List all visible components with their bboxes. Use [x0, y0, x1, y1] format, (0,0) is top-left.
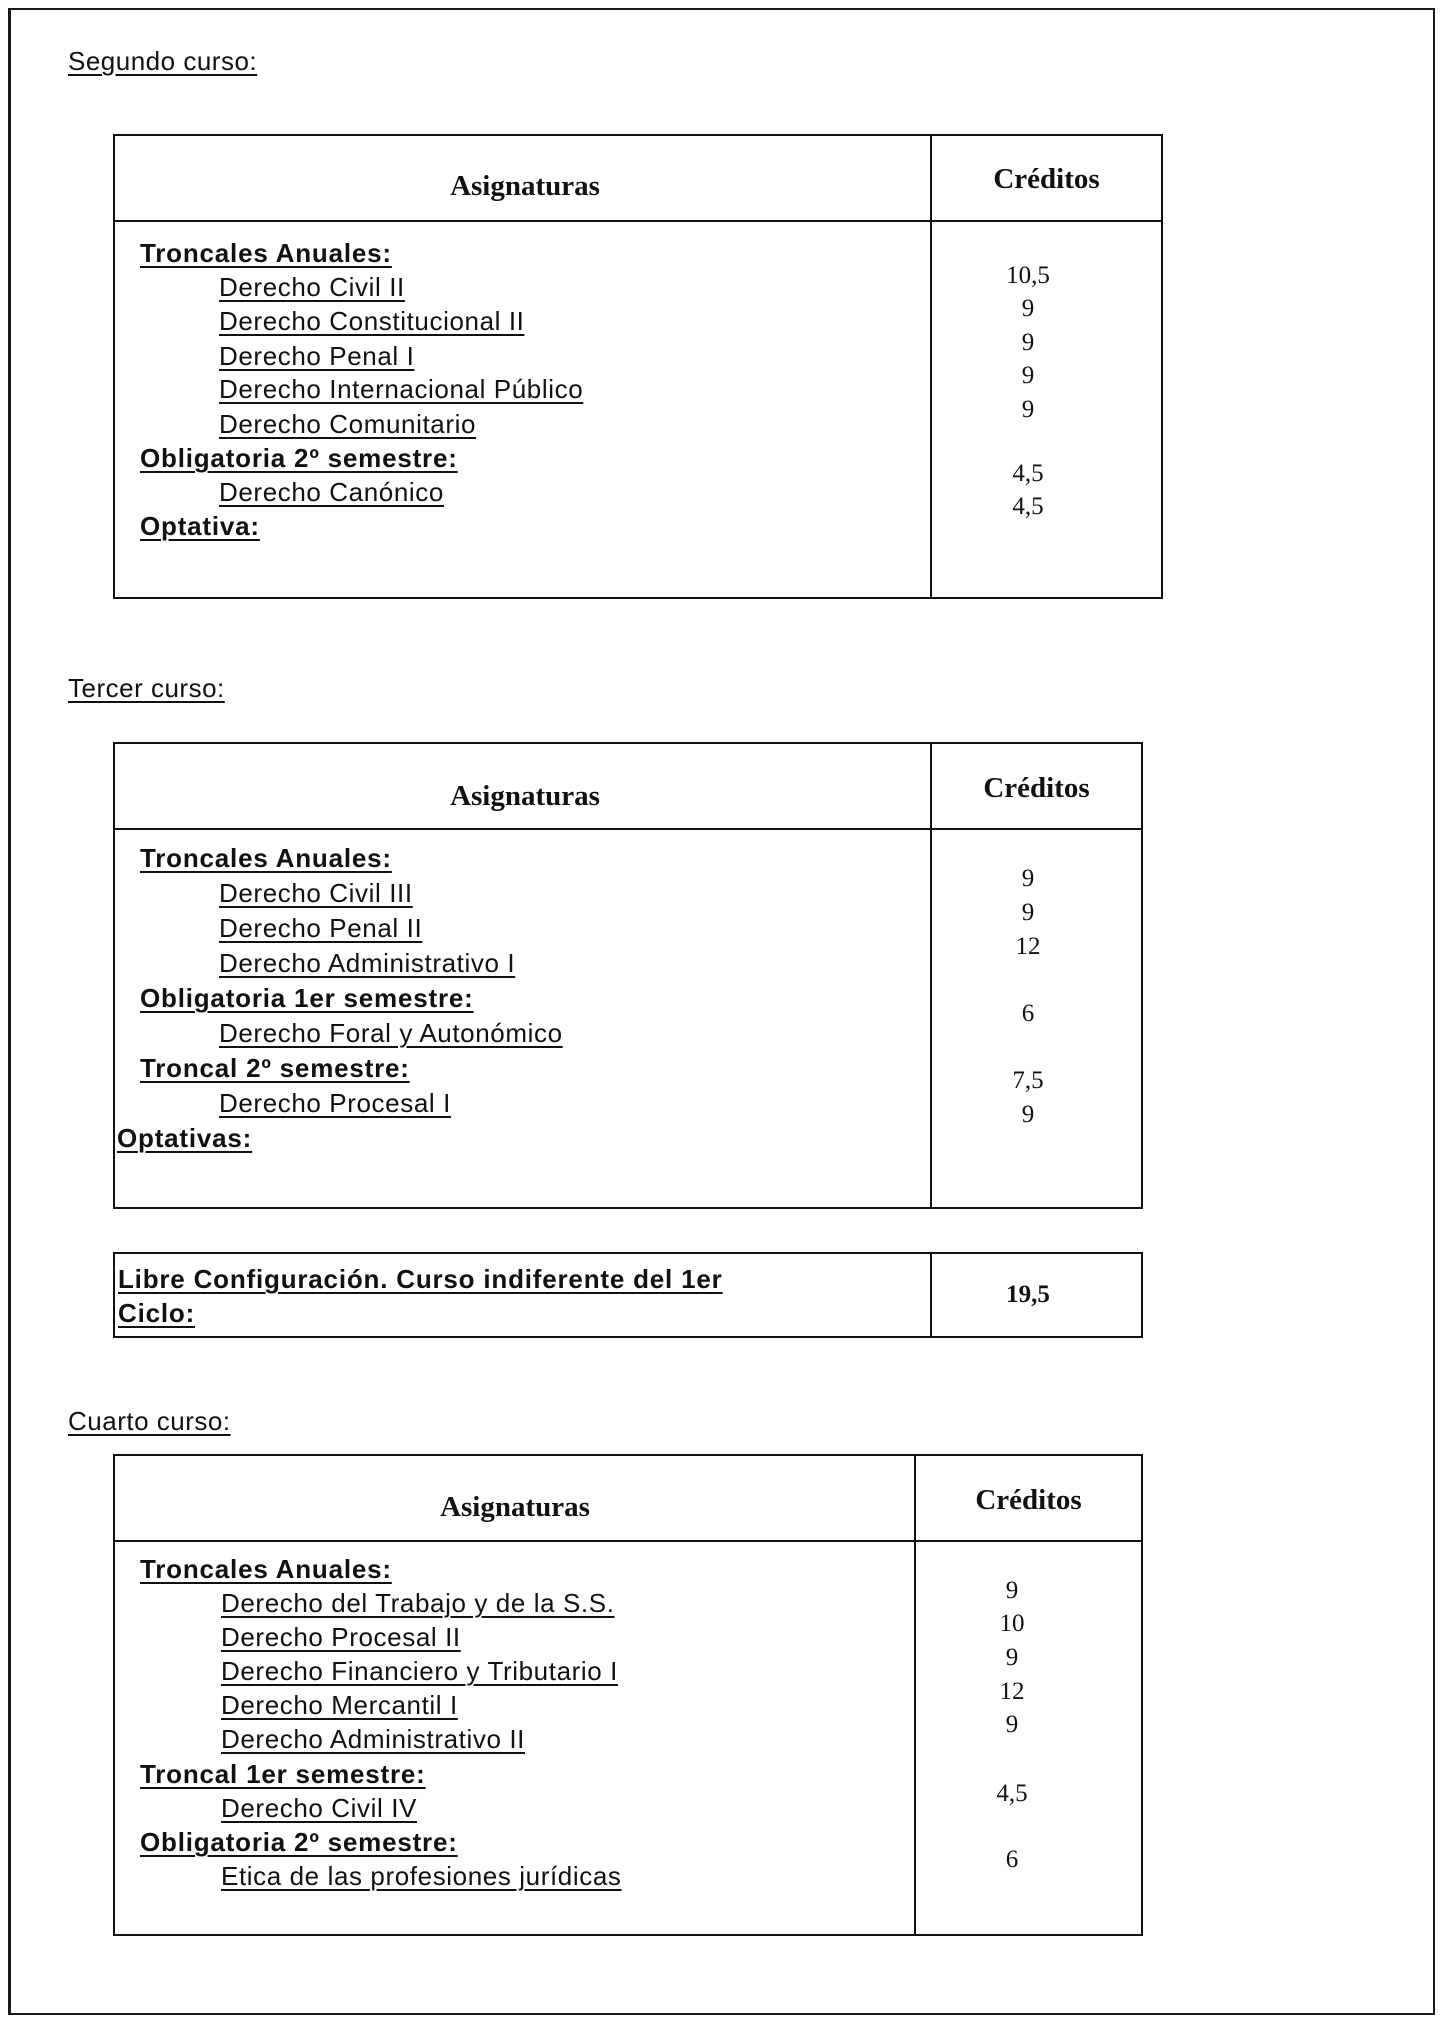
- subject-name: Derecho Foral y Autonómico: [219, 1018, 563, 1048]
- credit-value: 4,5: [1012, 460, 1044, 487]
- credit-value: 4,5: [996, 1780, 1028, 1807]
- credit-value: 7,5: [1012, 1067, 1044, 1094]
- credit-value: 9: [1005, 1711, 1019, 1738]
- credit-value: 12: [1015, 933, 1041, 960]
- subject-name: Derecho Financiero y Tributario I: [221, 1656, 618, 1686]
- subject-name: Derecho Administrativo II: [221, 1724, 526, 1754]
- subject-name: Derecho Civil IV: [221, 1793, 417, 1823]
- column-divider: [930, 1254, 932, 1336]
- category-label: Troncales Anuales:: [140, 1554, 392, 1584]
- credit-value: 4,5: [1012, 493, 1044, 520]
- section-heading-cuarto: Cuarto curso:: [68, 1406, 231, 1436]
- category-label: Optativa:: [140, 511, 260, 541]
- credit-value: 10: [999, 1610, 1025, 1637]
- column-divider: [930, 744, 932, 1207]
- column-divider: [930, 136, 932, 597]
- subject-name: Derecho Procesal II: [221, 1622, 461, 1652]
- credit-value: 10,5: [1006, 262, 1050, 289]
- column-header-creditos: Créditos: [993, 163, 1100, 195]
- credit-value: 9: [1005, 1577, 1019, 1604]
- column-header-creditos: Créditos: [983, 772, 1090, 804]
- column-header-creditos: Créditos: [975, 1484, 1082, 1516]
- category-label: Obligatoria 2º semestre:: [140, 1827, 458, 1857]
- libre-configuracion-label-line2: Ciclo:: [118, 1298, 196, 1328]
- category-label: Troncal 1er semestre:: [140, 1759, 426, 1789]
- column-header-asignaturas: Asignaturas: [450, 170, 600, 202]
- subject-name: Derecho Administrativo I: [219, 948, 516, 978]
- subject-name: Derecho Comunitario: [219, 409, 477, 439]
- credit-value: 6: [1005, 1846, 1019, 1873]
- category-label: Troncales Anuales:: [140, 238, 392, 268]
- credit-value: 6: [1021, 1000, 1035, 1027]
- column-header-asignaturas: Asignaturas: [450, 780, 600, 812]
- subject-name: Derecho Civil III: [219, 878, 413, 908]
- table-libre-configuracion: [113, 1252, 1143, 1338]
- header-divider: [115, 220, 1161, 222]
- header-divider: [115, 828, 1141, 830]
- subject-name: Derecho Procesal I: [219, 1088, 451, 1118]
- libre-configuracion-credits: 19,5: [1006, 1281, 1050, 1308]
- subject-name: Etica de las profesiones jurídicas: [221, 1861, 622, 1891]
- libre-configuracion-label-line1: Libre Configuración. Curso indiferente del 1er: [118, 1264, 723, 1294]
- credit-value: 9: [1021, 295, 1035, 322]
- credit-value: 12: [999, 1678, 1025, 1705]
- column-header-asignaturas: Asignaturas: [440, 1491, 590, 1523]
- subject-name: Derecho Penal II: [219, 913, 423, 943]
- subject-name: Derecho Mercantil I: [221, 1690, 458, 1720]
- subject-name: Derecho Internacional Público: [219, 374, 584, 404]
- subject-name: Derecho Penal I: [219, 341, 415, 371]
- credit-value: 9: [1021, 899, 1035, 926]
- category-label: Obligatoria 2º semestre:: [140, 443, 458, 473]
- section-heading-tercero: Tercer curso:: [68, 673, 225, 703]
- credit-value: 9: [1021, 1101, 1035, 1128]
- table-tercero: [113, 742, 1143, 1209]
- table-segundo: [113, 134, 1163, 599]
- category-label: Troncal 2º semestre:: [140, 1053, 410, 1083]
- subject-name: Derecho Canónico: [219, 477, 444, 507]
- subject-name: Derecho del Trabajo y de la S.S.: [221, 1588, 615, 1618]
- section-heading-segundo: Segundo curso:: [68, 46, 258, 76]
- credit-value: 9: [1021, 396, 1035, 423]
- category-label: Troncales Anuales:: [140, 843, 392, 873]
- credit-value: 9: [1005, 1644, 1019, 1671]
- category-label: Obligatoria 1er semestre:: [140, 983, 474, 1013]
- credit-value: 9: [1021, 329, 1035, 356]
- category-label: Optativas:: [117, 1123, 253, 1153]
- header-divider: [115, 1540, 1141, 1542]
- column-divider: [914, 1456, 916, 1934]
- credit-value: 9: [1021, 362, 1035, 389]
- credit-value: 9: [1021, 865, 1035, 892]
- subject-name: Derecho Constitucional II: [219, 306, 525, 336]
- table-cuarto: [113, 1454, 1143, 1936]
- subject-name: Derecho Civil II: [219, 272, 405, 302]
